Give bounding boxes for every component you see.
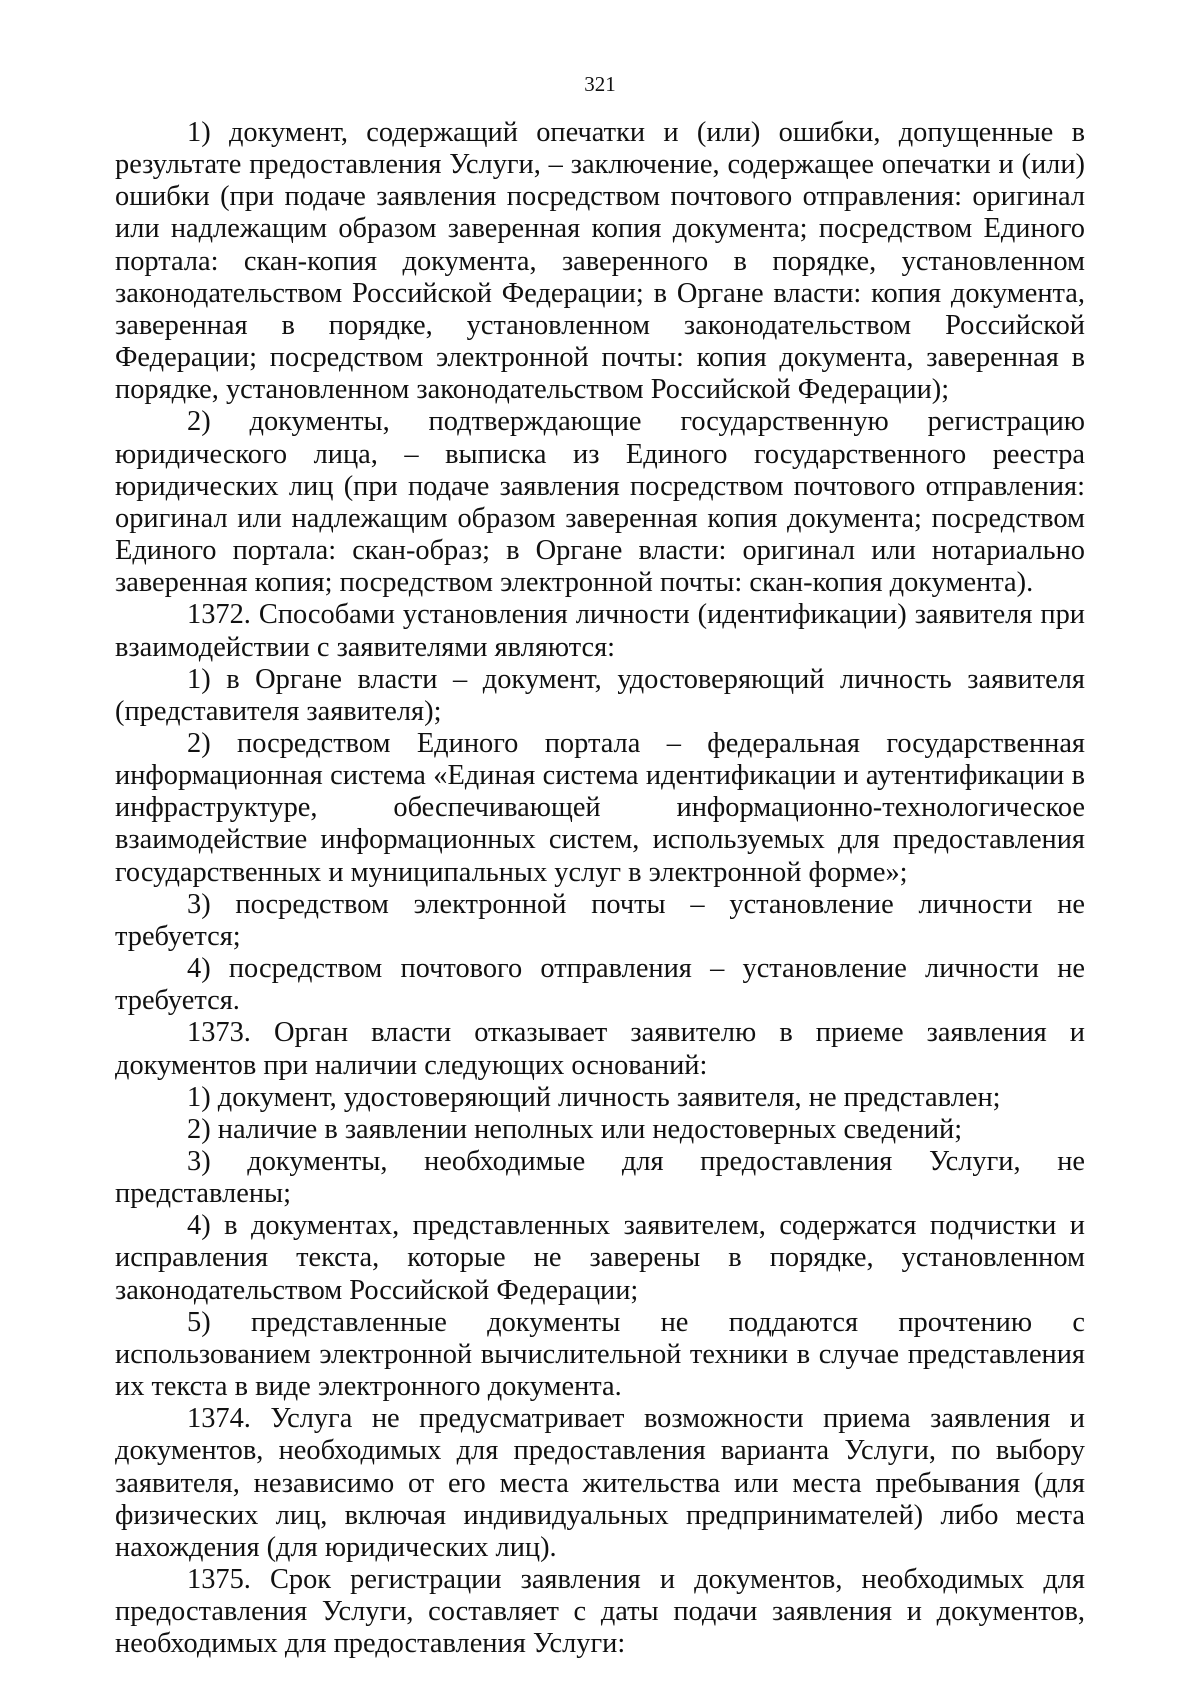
paragraph-1373-item-3: 3) документы, необходимые для предоставления Услуги, не представлены;: [115, 1146, 1085, 1210]
paragraph-clause-1372: 1372. Способами установления личности (идентификации) заявителя при взаимодействии с заявителями являются:: [115, 599, 1085, 663]
paragraph-1372-item-3: 3) посредством электронной почты – установление личности не требуется;: [115, 888, 1085, 952]
paragraph-clause-1375: 1375. Срок регистрации заявления и документов, необходимых для предоставления Услуги, составляет с даты подачи заявления и документов, необходимых для предоставления Услуги:: [115, 1564, 1085, 1660]
paragraph-1372-item-2: 2) посредством Единого портала – федеральная государственная информационная система «Единая система идентификации и аутентификации в инфраструктуре, обеспечивающей информационно-технологическое взаимодействие информационных систем, используемых для предоставления государственных и муниципальных услуг в электронной форме»;: [115, 727, 1085, 888]
paragraph-1373-item-2: 2) наличие в заявлении неполных или недостоверных сведений;: [187, 1113, 963, 1145]
paragraph-clause-1374: 1374. Услуга не предусматривает возможности приема заявления и документов, необходимых для предоставления варианта Услуги, по выбору заявителя, независимо от его места жительства или места пребывания (для физических лиц, включая индивидуальных предпринимателей) либо места нахождения (для юридических лиц).: [115, 1403, 1085, 1563]
paragraph-clause-1373: 1373. Орган власти отказывает заявителю в приеме заявления и документов при наличии следующих оснований:: [115, 1017, 1085, 1081]
paragraph-1373-item-4: 4) в документах, представленных заявителем, содержатся подчистки и исправления текста, которые не заверены в порядке, установленном законодательством Российской Федерации;: [115, 1210, 1085, 1306]
paragraph-1373-item-5: 5) представленные документы не поддаются прочтению с использованием электронной вычислительной техники в случае представления их текста в виде электронного документа.: [115, 1306, 1085, 1403]
page-number: 321: [584, 72, 616, 96]
paragraph-item-1-document-with-errors: 1) документ, содержащий опечатки и (или) ошибки, допущенные в результате предоставления Услуги, – заключение, содержащее опечатки и (или) ошибки (при подаче заявления посредством почтового отправления: оригинал или надлежащим образом заверенная копия документа; посредством Единого портала: скан-копия документа, заверенного в порядке, установленном законодательством Российской Федерации; в Органе власти: копия документа, заверенная в порядке, установленном законодательством Российской Федерации; посредством электронной почты: копия документа, заверенная в порядке, установленном законодательством Российской Федерации);: [115, 117, 1085, 406]
paragraph-1373-item-1: 1) документ, удостоверяющий личность заявителя, не представлен;: [187, 1081, 1001, 1113]
paragraph-item-2-registration-documents: 2) документы, подтверждающие государственную регистрацию юридического лица, – выписка из Единого государственного реестра юридических лиц (при подаче заявления посредством почтового отправления: оригинал или надлежащим образом заверенная копия документа; посредством Единого портала: скан-образ; в Органе власти: оригинал или нотариально заверенная копия; посредством электронной почты: скан-копия документа).: [115, 406, 1085, 599]
document-body: [115, 117, 1085, 1661]
paragraph-1372-item-4: 4) посредством почтового отправления – установление личности не требуется.: [115, 953, 1085, 1017]
paragraph-1372-item-1: 1) в Органе власти – документ, удостоверяющий личность заявителя (представителя заявителя);: [115, 663, 1085, 727]
